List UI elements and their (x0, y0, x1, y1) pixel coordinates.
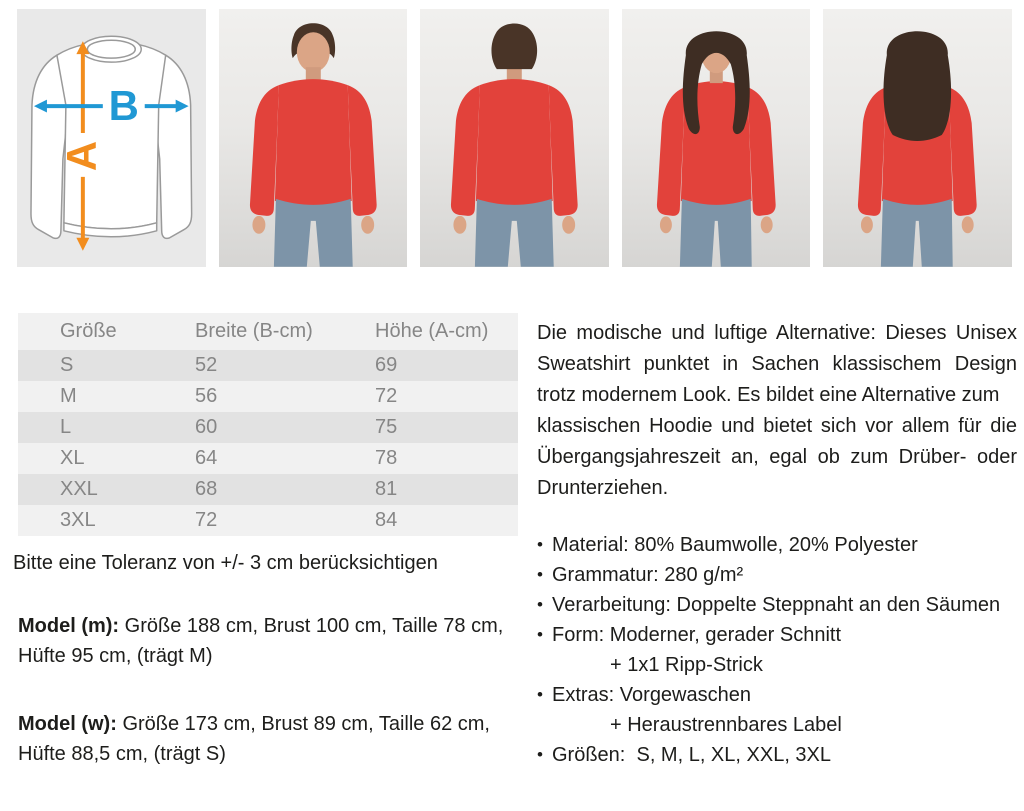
bullet-dot-icon: • (537, 565, 543, 584)
size-diagram-panel (17, 9, 206, 267)
table-row: 3XL 72 84 (18, 505, 518, 536)
table-row: XXL 68 81 (18, 474, 518, 505)
jeans (273, 199, 352, 267)
list-item: • Extras: Vorgewaschen (537, 680, 1017, 710)
model-info-female-text: Größe 173 cm, Brust 89 cm, Taille 62 cm, Hüfte 88,5 cm, (trägt S) (18, 713, 490, 765)
body-shape (57, 42, 166, 229)
jeans (680, 199, 752, 267)
bullet-dot-icon: • (537, 535, 543, 554)
model-info-female-label: Model (w): (18, 713, 117, 735)
left-hand (861, 216, 873, 233)
sweatshirt-measurement-diagram (17, 9, 206, 267)
description-paragraph: klassischen Hoodie und bietet sich vor allem für die Übergangsjahreszeit an, egal ob zum Drüber- oder Drunterziehen. (537, 415, 1017, 499)
right-hand (760, 216, 772, 233)
model-info-male-label: Model (m): (18, 615, 120, 637)
jeans (881, 199, 953, 267)
right-hand (361, 216, 374, 234)
list-item: • Größen: S, M, L, XL, XXL, 3XL (537, 740, 1017, 770)
height-arrow-label: A (57, 140, 105, 172)
width-arrow-label: B (108, 82, 139, 130)
list-item: • Form: Moderner, gerader Schnitt (537, 620, 1017, 650)
male-front-illustration (219, 9, 408, 267)
size-table (18, 313, 518, 536)
column-header-breite: Breite (B-cm) (195, 320, 313, 342)
model-photo-male-front (219, 9, 408, 267)
model-photo-female-front (622, 9, 811, 267)
jeans (475, 199, 554, 267)
hair (884, 31, 952, 141)
product-details (0, 313, 1024, 770)
list-item-continuation: + Heraustrennbares Label (610, 714, 842, 736)
male-back-illustration (420, 9, 609, 267)
model-info-male (18, 611, 510, 671)
sweatshirt (451, 79, 578, 216)
left-hand (660, 216, 672, 233)
list-item: • Verarbeitung: Doppelte Steppnaht an den Säumen (537, 590, 1017, 620)
right-hand (562, 216, 575, 234)
product-description-column (518, 313, 1024, 770)
table-row: M 56 72 (18, 381, 518, 412)
tolerance-note: Bitte eine Toleranz von +/- 3 cm berücksichtigen (13, 552, 438, 574)
list-item: • Grammatur: 280 g/m² (537, 560, 1017, 590)
table-row: XL 64 78 (18, 443, 518, 474)
list-item-continuation: + 1x1 Ripp-Strick (610, 654, 763, 676)
face (296, 32, 329, 72)
bullet-dot-icon: • (537, 595, 543, 614)
list-item: • Material: 80% Baumwolle, 20% Polyester (537, 530, 1017, 560)
female-back-illustration (823, 9, 1012, 267)
bullet-dot-icon: • (537, 745, 543, 764)
column-header-groesse: Größe (60, 320, 117, 342)
hair (492, 23, 538, 69)
sweatshirt (657, 81, 776, 216)
model-info-female (18, 709, 510, 769)
sweatshirt (250, 79, 377, 216)
right-hand (962, 216, 974, 233)
column-header-hoehe: Höhe (A-cm) (375, 320, 489, 342)
collar-inner (87, 40, 135, 58)
table-row: S 52 69 (18, 350, 518, 381)
model-photo-male-back (420, 9, 609, 267)
female-front-illustration (622, 9, 811, 267)
size-table-header-row (18, 313, 518, 350)
left-hand (252, 216, 265, 234)
description-paragraph: Die modische und luftige Alternative: Dieses Unisex Sweatshirt punktet in Sachen klassischem Design trotz modernem Look. Es bildet eine Alternative zum (537, 322, 1017, 406)
bullet-dot-icon: • (537, 685, 543, 704)
left-hand (454, 216, 467, 234)
size-info-column (0, 313, 518, 770)
table-row: L 60 75 (18, 412, 518, 443)
model-photo-female-back (823, 9, 1012, 267)
product-gallery (0, 0, 1024, 267)
product-feature-list (537, 530, 1017, 770)
model-info-male-text: Größe 188 cm, Brust 100 cm, Taille 78 cm, Hüfte 95 cm, (trägt M) (18, 615, 504, 667)
bullet-dot-icon: • (537, 625, 543, 644)
